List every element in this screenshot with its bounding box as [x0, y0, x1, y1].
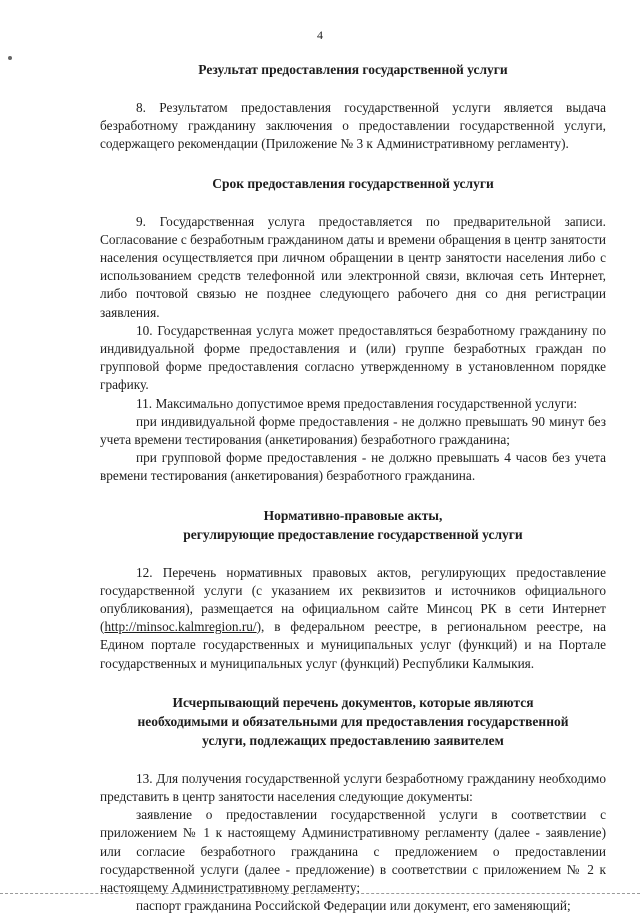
section-title-legal-line-2: регулирующие предоставление государственной услуги	[183, 526, 523, 542]
section-title-documents-line-2: необходимыми и обязательными для предоставления государственной	[137, 713, 569, 729]
paragraph-10: 10. Государственная услуга может предоставляться безработному гражданину по индивидуальной форме предоставления и (или) группе безработных граждан по групповой форме предоставления согласно утвержденному в установленном порядке графику.	[100, 322, 606, 393]
section-title-result: Результат предоставления государственной услуги	[198, 62, 508, 77]
page-number: 4	[317, 28, 323, 42]
section-title-term: Срок предоставления государственной услуги	[212, 175, 494, 191]
section-title-documents-line-1: Исчерпывающий перечень документов, которые являются	[172, 694, 534, 710]
section-title-documents	[100, 693, 606, 750]
paragraph-11-individual: при индивидуальной форме предоставления - не должно превышать 90 минут без учета времени тестирования (анкетирования) безработного гражданина;	[100, 413, 606, 448]
paragraph-13-passport: паспорт гражданина Российской Федерации или документ, его заменяющий;	[136, 898, 571, 914]
paragraph-13-application: заявление о предоставлении государственной услуги в соответствии с приложением № 1 к настоящему Административному регламенту (далее - заявление) или согласие безработного гражданина с предложением о предоставлении государственной услуги (далее - предложение) в соответствии с приложением № 2 к настоящему Административному регламенту;	[100, 807, 606, 896]
page-bottom-edge	[0, 893, 640, 894]
minsoc-website-link[interactable]: http://minsoc.kalmregion.ru/	[104, 619, 257, 635]
paragraph-12	[100, 564, 606, 673]
paragraph-12-text-2: ), в федеральном реестре, в региональном реестре, на Едином портале государственных и муниципальных услуг (функций) и на Портале государственных и муниципальных услуг (функций) Республики Калмыкия.	[100, 619, 606, 671]
paragraph-11: 11. Максимально допустимое время предоставления государственной услуги:	[136, 395, 578, 411]
section-title-legal-line-1: Нормативно-правовые акты,	[263, 507, 443, 523]
section-title-legal	[100, 506, 606, 544]
paragraph-12-text-1: 12. Перечень нормативных правовых актов, регулирующих предоставление государственной услуги (с указанием их реквизитов и источников официального опубликования), размещается на официальном сайте Минсоц РК в сети Интернет (	[100, 564, 606, 635]
paragraph-9: 9. Государственная услуга предоставляется по предварительной записи. Согласование с безработным гражданином даты и времени обращения в центр занятости населения осуществляется при личном обращении в центр занятости населения либо с использованием средств телефонной или электронной связи, включая сеть Интернет, либо почтовой связью не позднее следующего рабочего дня со дня регистрации заявления.	[100, 213, 606, 320]
page-content	[100, 60, 606, 916]
section-title-documents-line-3: услуги, подлежащих предоставлению заявителем	[202, 732, 504, 748]
paragraph-11-group: при групповой форме предоставления - не должно превышать 4 часов без учета времени тестирования (анкетирования) безработного гражданина.	[100, 450, 606, 484]
paragraph-8: 8. Результатом предоставления государственной услуги является выдача безработному гражданину заключения о предоставлении государственной услуги, содержащего рекомендации (Приложение № 3 к Административному регламенту).	[100, 100, 606, 152]
scan-speck	[8, 56, 12, 60]
paragraph-13: 13. Для получения государственной услуги безработному гражданину необходимо представить в центр занятости населения следующие документы:	[100, 770, 606, 805]
